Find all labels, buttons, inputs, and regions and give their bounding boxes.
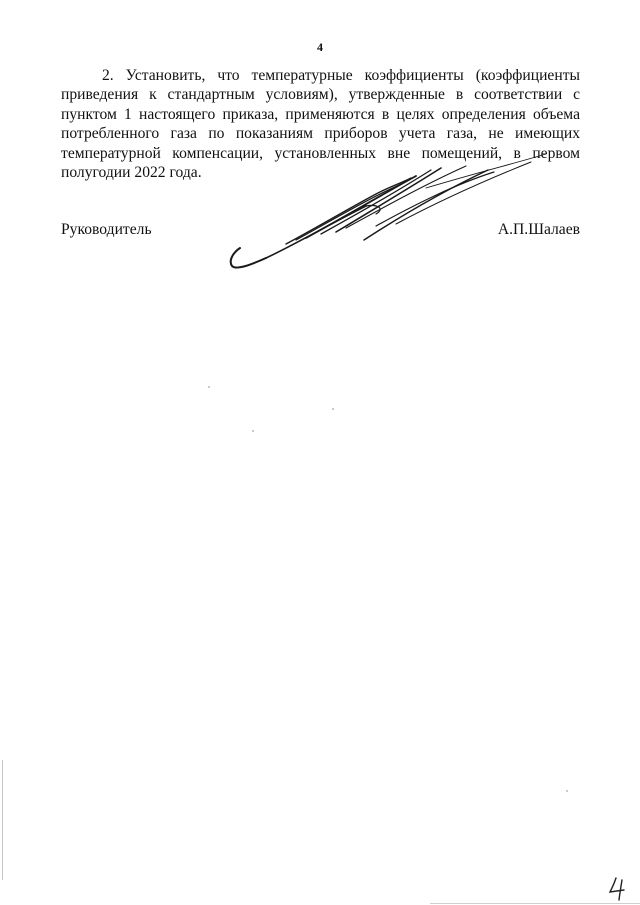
handwritten-page-number [606, 874, 634, 902]
scan-speck [208, 386, 210, 388]
scan-bottom-line [430, 903, 640, 904]
scan-edge-line [2, 760, 3, 880]
scan-speck [566, 790, 568, 792]
page-number: 4 [317, 40, 323, 54]
scan-speck [252, 430, 254, 432]
order-paragraph-2: 2. Установить, что температурные коэффициенты (коэффициенты приведения к стандартным условиям), утвержденные в соответствии с пунктом 1 настоящего приказа, применяются в целях определения объема потребленного газа по показаниям приборов учета газа, не имеющих температурной компенсации, установленных вне помещений, в первом полугодии 2022 года. [61, 67, 580, 182]
signatory-name: А.П.Шалаев [497, 221, 580, 238]
signatory-role: Руководитель [61, 221, 152, 238]
scan-speck [332, 408, 334, 410]
handwritten-signature [226, 148, 556, 273]
